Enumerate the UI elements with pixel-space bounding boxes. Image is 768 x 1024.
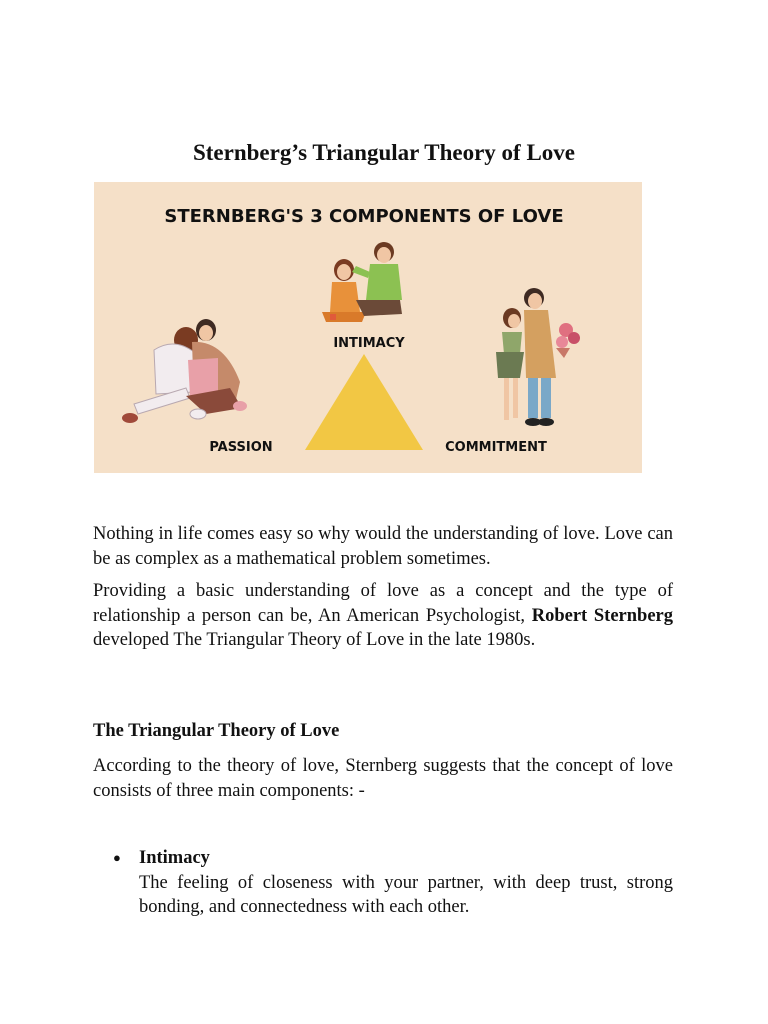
bullet-description-intimacy: The feeling of closeness with your partner, with deep trust, strong bonding, and connectedness with each other. bbox=[139, 872, 673, 917]
sternberg-paragraph-text-2: developed The Triangular Theory of Love in the late 1980s. bbox=[93, 630, 536, 650]
passion-couple-illustration bbox=[122, 319, 247, 423]
components-figure bbox=[94, 182, 642, 473]
love-triangle-shape bbox=[305, 354, 423, 450]
sternberg-paragraph bbox=[93, 579, 673, 653]
commitment-label: COMMITMENT bbox=[445, 440, 547, 455]
bullet-label-intimacy: Intimacy bbox=[139, 848, 210, 868]
intro-paragraph: Nothing in life comes easy so why would the understanding of love. Love can be as complex as a mathematical problem sometimes. bbox=[93, 524, 673, 569]
figure-heading: STERNBERG'S 3 COMPONENTS OF LOVE bbox=[164, 206, 564, 227]
page-title: Sternberg’s Triangular Theory of Love bbox=[192, 140, 576, 165]
robert-sternberg-name: Robert Sternberg bbox=[531, 605, 673, 626]
bullet-marker: ● bbox=[113, 850, 121, 865]
components-illustration bbox=[94, 182, 642, 473]
sternberg-paragraph-text-1: Providing a basic understanding of love as a concept and the type of relationship a person can be, An American Psychologist, bbox=[93, 581, 673, 626]
intimacy-couple-illustration bbox=[322, 242, 402, 322]
intimacy-label: INTIMACY bbox=[333, 336, 405, 351]
components-intro-paragraph: According to the theory of love, Sternberg suggests that the concept of love consists of three main components: - bbox=[93, 756, 673, 801]
commitment-couple-illustration bbox=[496, 288, 580, 426]
passion-label: PASSION bbox=[209, 440, 273, 455]
section-heading: The Triangular Theory of Love bbox=[93, 721, 340, 741]
